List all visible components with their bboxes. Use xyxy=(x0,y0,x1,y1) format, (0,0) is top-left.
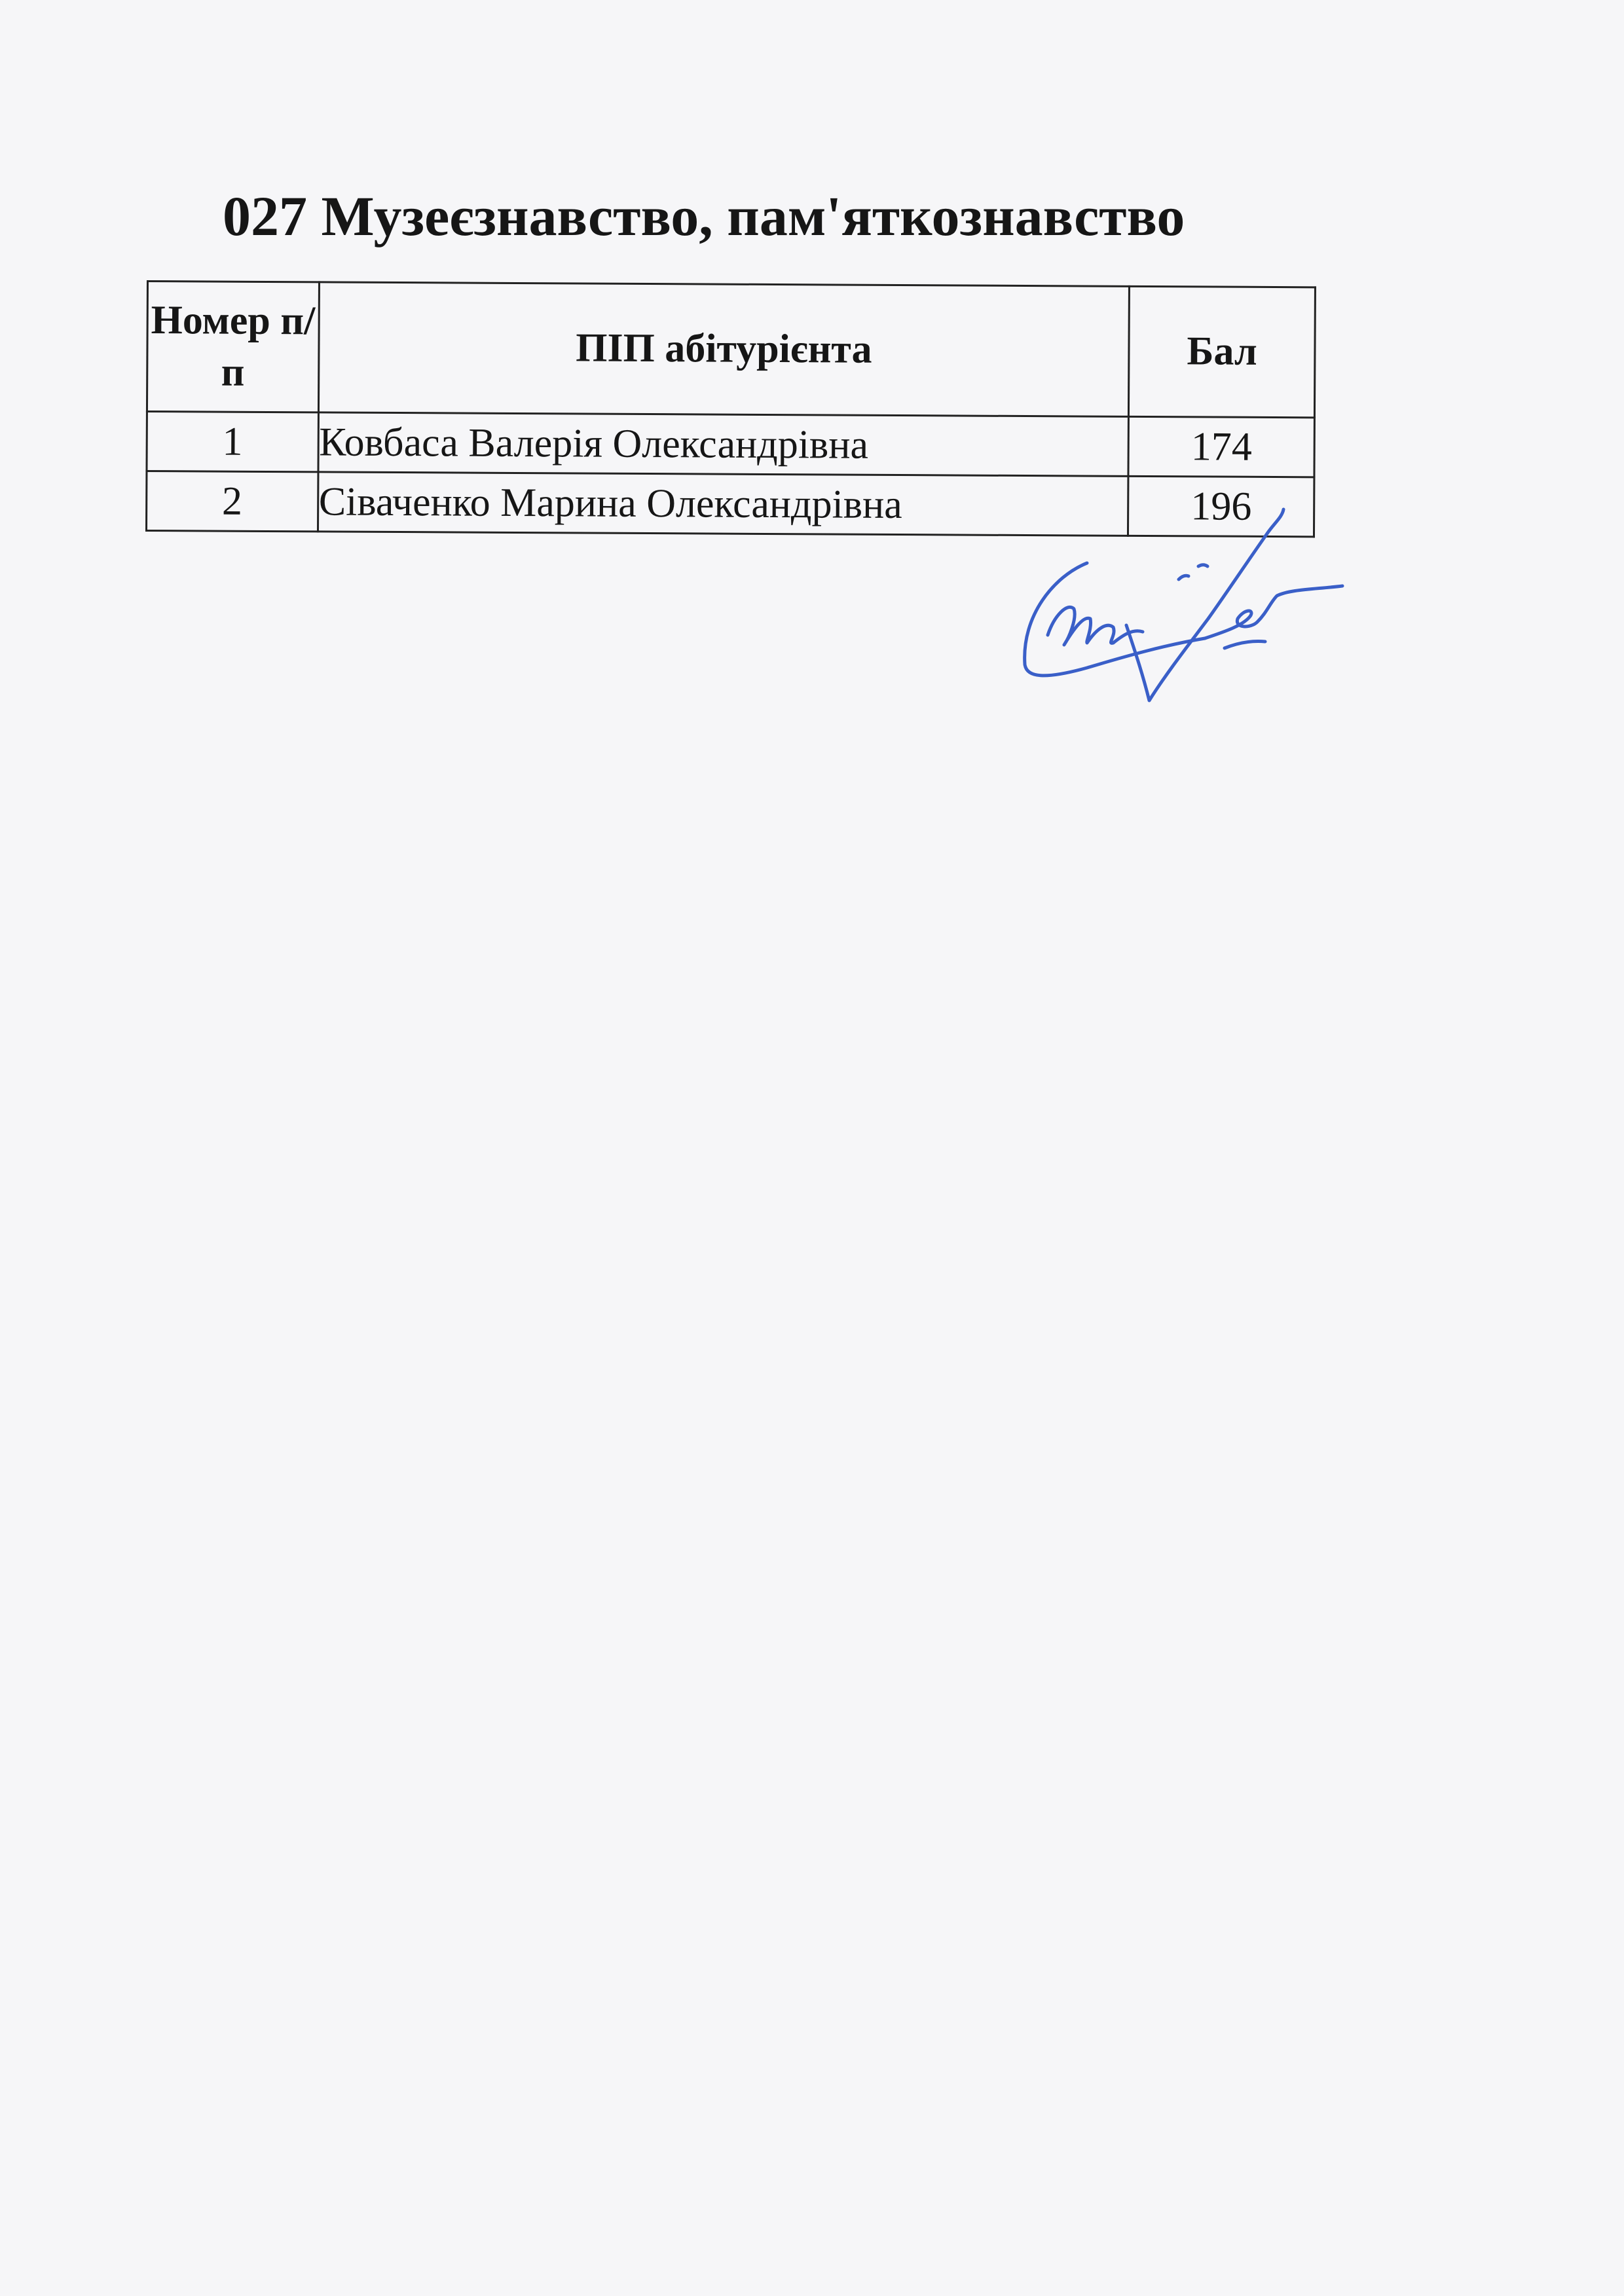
table-header-row xyxy=(147,282,1315,418)
header-name: ПІП абітурієнта xyxy=(318,282,1130,416)
page-title: 027 Музеєзнавство, пам'яткознавство xyxy=(223,184,1185,247)
table-row xyxy=(147,412,1314,477)
row-name: Ковбаса Валерія Олександрівна xyxy=(318,412,1129,476)
row-number: 2 xyxy=(146,471,318,532)
header-number: Номер п/п xyxy=(147,282,319,412)
row-name: Сіваченко Марина Олександрівна xyxy=(318,472,1128,536)
row-score: 174 xyxy=(1128,416,1314,477)
applicants-table xyxy=(145,280,1316,538)
header-score: Бал xyxy=(1129,286,1316,417)
row-number: 1 xyxy=(147,412,318,472)
signature-strokes xyxy=(1025,509,1342,701)
row-score: 196 xyxy=(1128,476,1314,536)
handwritten-signature xyxy=(1008,504,1349,714)
